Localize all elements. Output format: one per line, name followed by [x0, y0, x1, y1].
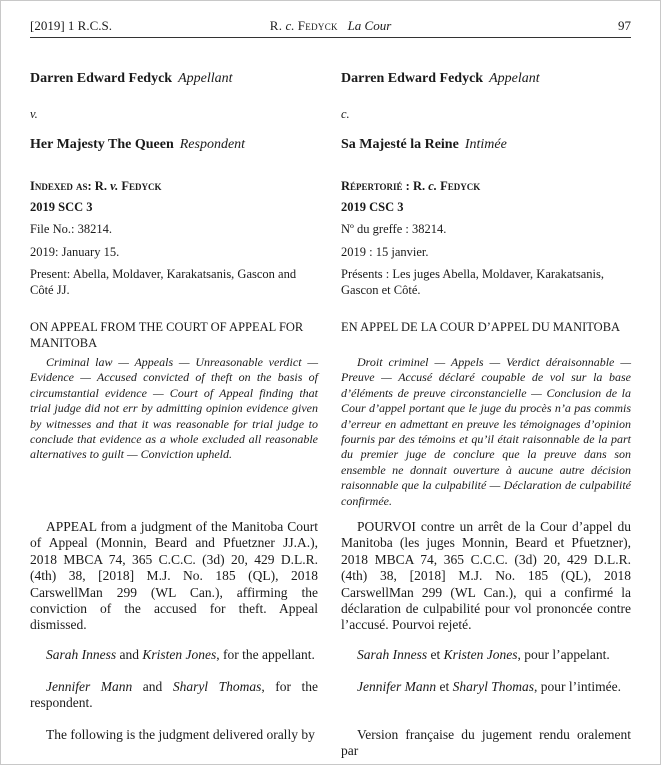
- repertorie-r: R.: [412, 179, 426, 193]
- indexed-as: [30, 178, 318, 194]
- counsel-appellant-name-b: Kristen Jones: [142, 647, 217, 662]
- counsel-respondent-and: and: [142, 679, 163, 694]
- intimee-name: Sa Majesté la Reine: [341, 137, 459, 152]
- counsel-appellant-and: and: [119, 647, 139, 662]
- avocats-intimee-name-a: Jennifer Mann: [357, 679, 437, 694]
- repertorie: [341, 178, 631, 194]
- juges-presents: Présents : Les juges Abella, Moldaver, Karakatsanis, Gascon et Côté.: [341, 267, 604, 297]
- appelant-role: Appelant: [489, 71, 540, 86]
- judgment-intro: The following is the judgment delivered orally by: [46, 727, 315, 742]
- appelant-name: Darren Edward Fedyck: [341, 71, 484, 86]
- appeal-disposition: APPEAL from a judgment of the Manitoba Court of Appeal (Monnin, Beard and Pfuetzner JJ.A.), 2018 MBCA 74, 365 C.C.C. (3d) 20, 429 D.L.R. (4th) 38, [2018] M.J. No. 185 (QL), 2018 CarswellMan 299 (WL Can.), affirming the conviction of the accused for theft. Appeal dismissed.: [30, 519, 318, 633]
- hearing-date: 2019: January 15.: [30, 245, 120, 259]
- date-audience: 2019 : 15 janvier.: [341, 245, 429, 259]
- counsel-respondent-role: , for the respondent.: [30, 679, 318, 711]
- appellant-name: Darren Edward Fedyck: [30, 71, 173, 86]
- file-number: File No.: 38214.: [30, 222, 112, 236]
- avocats-appelant-role: , pour l’appelant.: [517, 647, 610, 662]
- versus: v.: [30, 107, 38, 121]
- avocats-appelant-et: et: [430, 647, 441, 662]
- indexed-v: v.: [110, 179, 119, 193]
- appeal-heading: ON APPEAL FROM THE COURT OF APPEAL FOR MANITOBA: [30, 320, 304, 350]
- respondent-role: Respondent: [179, 137, 246, 152]
- running-head: [30, 18, 631, 38]
- appellant-role: Appellant: [178, 71, 233, 86]
- running-title: [30, 18, 631, 34]
- counsel-respondent-name-b: Sharyl Thomas: [172, 679, 262, 694]
- respondent-name: Her Majesty The Queen: [30, 137, 174, 152]
- repertorie-c: c.: [428, 179, 437, 193]
- present-judges: Present: Abella, Moldaver, Karakatsanis, Gascon and Côté JJ.: [30, 267, 297, 297]
- counsel-appellant-role: , for the appellant.: [216, 647, 315, 662]
- reference-neutre: 2019 CSC 3: [341, 200, 404, 214]
- counsel-respondent-name-a: Jennifer Mann: [46, 679, 133, 694]
- volume-citation: [2019] 1 R.C.S.: [30, 18, 112, 33]
- page-number: 97: [618, 18, 631, 33]
- respondent-line: [30, 137, 318, 153]
- repertorie-label: Répertorié :: [341, 179, 410, 193]
- avocats-intimee: [341, 679, 631, 695]
- repertorie-name: Fedyck: [440, 179, 481, 193]
- neutral-citation: 2019 SCC 3: [30, 200, 93, 214]
- avocats-appelant-name-b: Kristen Jones: [443, 647, 518, 662]
- resume: Droit criminel — Appels — Verdict déraisonnable — Preuve — Accusé déclaré coupable de vol sur la base d’éléments de preuve circonstancielle — Conclusion de la Cour d’appel portant que le juge du procès n’a pas commis d’erreur en admettant en preuve les témoignages d’opinion fournis par des témoins et qu’il était raisonnable de la part du premier juge de conclure que la preuve dans son ensemble ne donnait ouverture à aucune autre décision raisonnable que la culpabilité — Déclaration de culpabilité confirmée.: [341, 355, 631, 508]
- indexed-name: Fedyck: [121, 179, 162, 193]
- running-title-vs: c.: [285, 18, 295, 33]
- avocats-appelant: [341, 647, 631, 663]
- catchwords: Criminal law — Appeals — Unreasonable verdict — Evidence — Accused convicted of theft on the basis of circumstantial evidence — Court of Appeal finding that trial judge did not err by admitting opinion evidence given by witnesses and that it was reasonable for trial judge to conclude that evidence as a whole excluded all reasonable alternatives to guilt — Conviction upheld.: [30, 355, 318, 462]
- avocats-intimee-et: et: [439, 679, 450, 694]
- avocats-intimee-name-b: Sharyl Thomas: [452, 679, 534, 694]
- running-title-name: Fedyck: [297, 18, 338, 33]
- running-title-court: La Cour: [347, 18, 392, 33]
- intimee-role: Intimée: [464, 137, 507, 152]
- running-title-r: R.: [269, 18, 283, 33]
- appelant-line: [341, 71, 631, 87]
- avocats-intimee-role: , pour l’intimée.: [534, 679, 621, 694]
- counsel-respondent: [30, 679, 318, 712]
- counsel-appellant: [30, 647, 318, 663]
- version-francaise-intro: Version française du jugement rendu oralement par: [341, 727, 631, 759]
- intimee-line: [341, 137, 631, 153]
- en-appel-heading: EN APPEL DE LA COUR D’APPEL DU MANITOBA: [341, 320, 621, 334]
- counsel-appellant-name-a: Sarah Inness: [46, 647, 117, 662]
- avocats-appelant-name-a: Sarah Inness: [357, 647, 428, 662]
- numero-greffe: Nº du greffe : 38214.: [341, 222, 447, 236]
- pourvoi-disposition: POURVOI contre un arrêt de la Cour d’appel du Manitoba (les juges Monnin, Beard et Pfuetzner), 2018 MBCA 74, 365 C.C.C. (3d) 20, 429 D.L.R. (4th) 38, [2018] M.J. No. 185 (QL), 2018 CarswellMan 299 (WL Can.), qui a confirmé la déclaration de culpabilité pour vol prononcée contre l’accusé. Pourvoi rejeté.: [341, 519, 631, 633]
- header-rule: [30, 37, 631, 38]
- contre: c.: [341, 107, 350, 121]
- appellant-line: [30, 71, 318, 87]
- indexed-r: R.: [94, 179, 107, 193]
- indexed-label: Indexed as:: [30, 179, 92, 193]
